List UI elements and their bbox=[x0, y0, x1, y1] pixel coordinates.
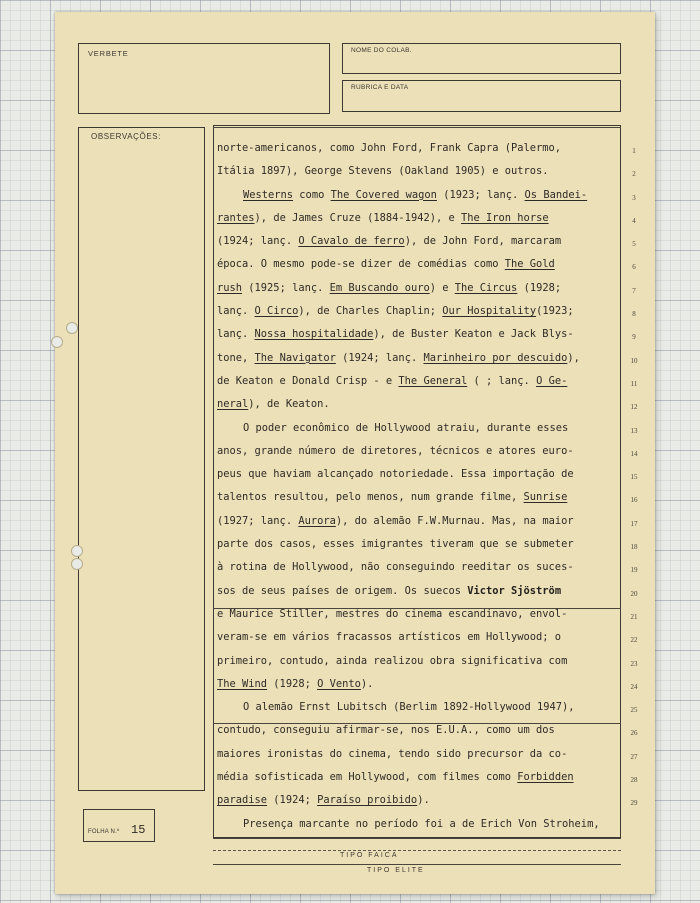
text-line bbox=[217, 603, 629, 626]
text-segment: (1923; lanç. bbox=[436, 188, 525, 201]
underlined-title: Our Hospitality bbox=[442, 305, 537, 318]
line-number: 25 bbox=[630, 706, 638, 715]
line-number: 16 bbox=[630, 496, 638, 505]
text-segment: maiores ironistas do cinema, tendo sido precursor da co- bbox=[217, 747, 568, 760]
text-line bbox=[217, 626, 629, 649]
underlined-title: The Wind bbox=[217, 677, 268, 690]
binder-hole bbox=[51, 336, 63, 348]
binder-hole bbox=[71, 558, 83, 570]
text-segment: de Keaton e Donald Crisp - e bbox=[217, 374, 399, 387]
text-line bbox=[217, 650, 629, 673]
text-segment: média sofisticada em Hollywood, com filmes como bbox=[217, 771, 518, 784]
underlined-title: Forbidden bbox=[517, 771, 574, 784]
underlined-title: The Iron horse bbox=[461, 211, 549, 224]
text-segment: (1928; bbox=[267, 677, 318, 690]
text-line bbox=[217, 184, 629, 207]
text-segment: norte-americanos, como John Ford, Frank Capra (Palermo, bbox=[217, 142, 562, 154]
line-number: 5 bbox=[632, 240, 636, 249]
binder-hole bbox=[66, 322, 78, 334]
line-number: 19 bbox=[630, 566, 638, 575]
folha-label: FOLHA N.º bbox=[88, 829, 120, 835]
line-number: 9 bbox=[632, 333, 636, 342]
text-line bbox=[217, 743, 629, 766]
nome-label: NOME DO COLAB. bbox=[351, 47, 412, 54]
line-number: 2 bbox=[632, 170, 636, 179]
line-number: 10 bbox=[630, 356, 638, 365]
line-number: 26 bbox=[630, 729, 638, 738]
ruling-line bbox=[213, 127, 621, 128]
text-segment: Presença marcante no período foi a de Erich Von Stroheim, bbox=[243, 817, 600, 830]
line-number: 18 bbox=[630, 543, 638, 552]
underlined-title: The General bbox=[398, 374, 468, 387]
ruling-line bbox=[213, 838, 621, 839]
text-line bbox=[217, 370, 629, 393]
text-segment: ( ; lanç. bbox=[467, 374, 537, 387]
text-line bbox=[217, 207, 629, 230]
nome-box bbox=[342, 43, 621, 74]
observacoes-label: OBSERVAÇÕES: bbox=[91, 132, 162, 141]
underlined-title: Nossa hospitalidade bbox=[254, 328, 374, 341]
observacoes-box bbox=[78, 127, 205, 791]
text-segment: (1927; lanç. bbox=[217, 514, 299, 527]
underlined-title: rush bbox=[217, 281, 243, 294]
text-segment: ). bbox=[360, 677, 374, 690]
text-line bbox=[217, 533, 629, 556]
underlined-title: rantes bbox=[217, 211, 255, 224]
text-segment: O alemão Ernst Lubitsch (Berlim 1892-Hollywood 1947), bbox=[243, 701, 575, 714]
underlined-title: neral bbox=[217, 398, 249, 411]
line-number: 20 bbox=[630, 589, 638, 598]
line-number: 15 bbox=[630, 473, 638, 482]
underlined-title: Sunrise bbox=[523, 491, 568, 504]
verbete-box bbox=[78, 43, 330, 114]
text-segment: (1924; bbox=[267, 794, 318, 807]
line-number: 11 bbox=[630, 379, 638, 388]
text-segment: tone, bbox=[217, 351, 255, 364]
underlined-title: O Circo bbox=[254, 305, 299, 318]
text-segment: primeiro, contudo, ainda realizou obra significativa com bbox=[217, 654, 568, 667]
folha-number: 15 bbox=[131, 823, 146, 837]
text-segment: (1925; lanç. bbox=[242, 281, 330, 294]
handwritten-insertion: Victor Sjöström bbox=[467, 584, 562, 597]
tipo-faica-label: TIPO FAICA bbox=[340, 852, 399, 859]
text-segment: peus que haviam alcançado notoriedade. Essa importação de bbox=[217, 468, 574, 481]
text-segment: ) e bbox=[429, 281, 455, 294]
underlined-title: O Cavalo de ferro bbox=[298, 235, 405, 248]
typed-text bbox=[217, 137, 629, 836]
ruling-line bbox=[213, 850, 621, 851]
text-line bbox=[217, 230, 629, 253]
text-line bbox=[217, 486, 629, 509]
rubrica-box bbox=[342, 80, 621, 112]
text-segment: parte dos casos, esses imigrantes tiveram que se submeter bbox=[217, 538, 574, 551]
underlined-title: Marinheiro por descuido bbox=[423, 351, 568, 364]
line-number: 7 bbox=[632, 286, 636, 295]
text-line bbox=[217, 463, 629, 486]
text-line bbox=[217, 813, 629, 836]
underlined-title: paradise bbox=[217, 794, 268, 807]
text-line bbox=[217, 417, 629, 440]
text-line bbox=[217, 789, 629, 812]
underlined-title: Os Bandei- bbox=[524, 188, 588, 201]
text-segment: lanç. bbox=[217, 305, 255, 318]
text-segment: ), de James Cruze (1884-1942), e bbox=[254, 211, 461, 224]
text-line bbox=[217, 393, 629, 416]
line-number: 23 bbox=[630, 659, 638, 668]
line-numbers bbox=[623, 137, 645, 813]
text-line bbox=[217, 510, 629, 533]
text-segment: ). bbox=[417, 794, 430, 807]
rubrica-label: RUBRICA E DATA bbox=[351, 84, 409, 91]
underlined-title: The Gold bbox=[504, 258, 555, 271]
line-number: 29 bbox=[630, 799, 638, 808]
typed-page bbox=[55, 12, 655, 894]
text-segment: como bbox=[293, 188, 331, 201]
text-segment: ), de Keaton. bbox=[248, 398, 330, 411]
text-segment: e Maurice Stiller, mestres do cinema escandinavo, envol- bbox=[217, 607, 568, 620]
line-number: 1 bbox=[632, 147, 636, 155]
text-line bbox=[217, 137, 629, 160]
underlined-title: The Navigator bbox=[254, 351, 336, 364]
text-segment: ), bbox=[567, 351, 580, 364]
tipo-elite-label: TIPO ELITE bbox=[367, 867, 425, 874]
text-line bbox=[217, 277, 629, 300]
text-segment: (1923; bbox=[536, 305, 574, 318]
text-segment: veram-se em vários fracassos artísticos em Hollywood; o bbox=[217, 631, 562, 644]
text-line bbox=[217, 766, 629, 789]
text-segment: talentos resultou, pelo menos, num grande filme, bbox=[217, 491, 524, 504]
text-line bbox=[217, 323, 629, 346]
text-line bbox=[217, 580, 629, 603]
text-segment: época. O mesmo pode-se dizer de comédias como bbox=[217, 258, 505, 271]
text-line bbox=[217, 160, 629, 183]
underlined-title: Paraíso proibido bbox=[317, 794, 418, 807]
underlined-title: The Covered wagon bbox=[330, 188, 437, 201]
binder-hole bbox=[71, 545, 83, 557]
ruling-line bbox=[213, 864, 621, 865]
line-number: 13 bbox=[630, 426, 638, 435]
underlined-title: Westerns bbox=[243, 188, 294, 201]
underlined-title: The Circus bbox=[454, 281, 518, 294]
text-segment: O poder econômico de Hollywood atraiu, durante esses bbox=[243, 421, 569, 434]
folha-box bbox=[83, 809, 155, 842]
text-line bbox=[217, 300, 629, 323]
line-number: 12 bbox=[630, 403, 638, 412]
text-segment: (1924; lanç. bbox=[335, 351, 424, 364]
text-segment: contudo, conseguiu afirmar-se, nos E.U.A., como um dos bbox=[217, 724, 555, 737]
underlined-title: Em Buscando ouro bbox=[329, 281, 430, 294]
text-segment: ), do alemão F.W.Murnau. Mas, na maior bbox=[335, 514, 574, 527]
text-segment: (1924; lanç. bbox=[217, 235, 299, 248]
text-segment: (1928; bbox=[517, 281, 562, 294]
text-line bbox=[217, 719, 629, 742]
line-number: 14 bbox=[630, 449, 638, 458]
text-line bbox=[217, 253, 629, 276]
line-number: 17 bbox=[630, 519, 638, 528]
text-segment: sos de seus países de origem. Os suecos bbox=[217, 584, 468, 597]
text-segment: anos, grande número de diretores, técnicos e atores euro- bbox=[217, 444, 574, 457]
line-number: 21 bbox=[630, 612, 638, 621]
underlined-title: O Ge- bbox=[536, 374, 568, 387]
line-number: 4 bbox=[632, 216, 636, 225]
text-line bbox=[217, 440, 629, 463]
line-number: 28 bbox=[630, 776, 638, 785]
text-line bbox=[217, 696, 629, 719]
underlined-title: Aurora bbox=[298, 514, 336, 527]
line-number: 6 bbox=[632, 263, 636, 272]
verbete-label: VERBETE bbox=[88, 49, 129, 58]
text-segment: ), de Buster Keaton e Jack Blys- bbox=[373, 328, 574, 341]
text-segment: ), de John Ford, marcaram bbox=[404, 235, 562, 248]
line-number: 3 bbox=[632, 193, 636, 202]
text-segment: à rotina de Hollywood, não conseguindo reeditar os suces- bbox=[217, 561, 574, 574]
text-segment: lanç. bbox=[217, 328, 255, 341]
line-number: 8 bbox=[632, 310, 636, 319]
underlined-title: O Vento bbox=[317, 677, 361, 690]
line-number: 24 bbox=[630, 682, 638, 691]
text-segment: ), de Charles Chaplin; bbox=[298, 305, 443, 318]
text-line bbox=[217, 347, 629, 370]
text-line bbox=[217, 673, 629, 696]
text-segment: Itália 1897), George Stevens (Oakland 1905) e outros. bbox=[217, 165, 549, 178]
line-number: 27 bbox=[630, 752, 638, 761]
text-line bbox=[217, 556, 629, 579]
line-number: 22 bbox=[630, 636, 638, 645]
